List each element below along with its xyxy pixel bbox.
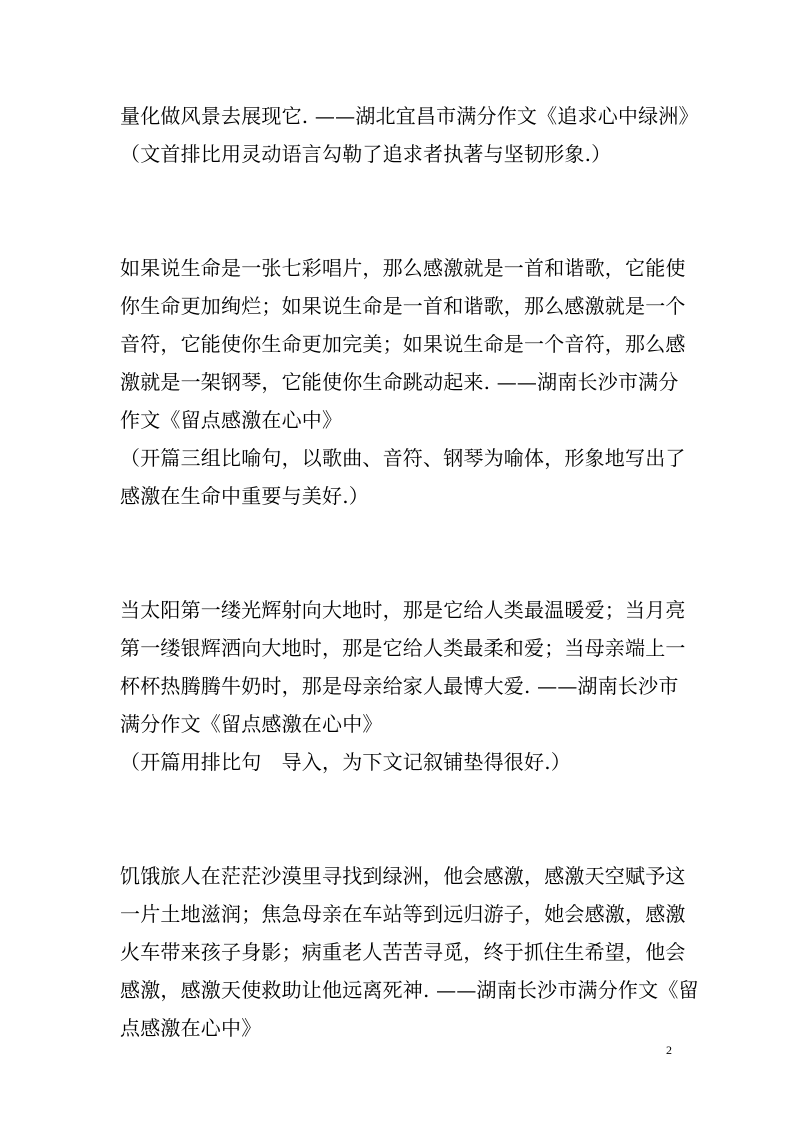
text-line: 火车带来孩子身影；病重老人苦苦寻觅，终于抓住生希望，他会 — [120, 940, 686, 964]
text-line: 作文《留点感激在心中》 — [120, 408, 343, 432]
paragraph — [120, 249, 686, 515]
text-line: 饥饿旅人在茫茫沙漠里寻找到绿洲，他会感激，感激天空赋予这 — [120, 864, 686, 888]
text-line: 一片土地滋润；焦急母亲在车站等到远归游子，她会感激，感激 — [120, 902, 686, 926]
paragraph — [120, 97, 699, 173]
page-number: 2 — [666, 1043, 672, 1057]
text-line: 激就是一架钢琴，它能使你生命跳动起来. ——湖南长沙市满分 — [120, 370, 679, 394]
paragraph — [120, 857, 699, 1047]
text-line: 杯杯热腾腾牛奶时，那是母亲给家人最博大爱. ——湖南长沙市 — [120, 674, 679, 698]
paragraph — [120, 591, 686, 781]
paragraph-spacer — [120, 781, 680, 819]
text-line: 你生命更加绚烂；如果说生命是一首和谐歌，那么感激就是一个 — [120, 294, 686, 318]
text-line: （开篇三组比喻句，以歌曲、音符、钢琴为喻体，形象地写出了 — [120, 446, 686, 470]
paragraph-spacer — [120, 553, 680, 591]
text-line: 量化做风景去展现它. ——湖北宜昌市满分作文《追求心中绿洲》 — [120, 104, 699, 128]
text-line: 当太阳第一缕光辉射向大地时，那是它给人类最温暖爱；当月亮 — [120, 598, 686, 622]
paragraph-spacer — [120, 819, 680, 857]
text-line: （文首排比用灵动语言勾勒了追求者执著与坚韧形象.） — [120, 142, 612, 166]
paragraph-spacer — [120, 515, 680, 553]
document-body — [120, 97, 699, 1047]
text-line: 满分作文《留点感激在心中》 — [120, 712, 383, 736]
text-line: 如果说生命是一张七彩唱片，那么感激就是一首和谐歌，它能使 — [120, 256, 686, 280]
text-line: 音符，它能使你生命更加完美；如果说生命是一个音符，那么感 — [120, 332, 686, 356]
text-line: 点感激在心中》 — [120, 1016, 262, 1040]
paragraph-spacer — [120, 211, 680, 249]
text-line: 感激在生命中重要与美好.） — [120, 484, 369, 508]
text-line: 感激，感激天使救助让他远离死神. ——湖南长沙市满分作文《留 — [120, 978, 699, 1002]
text-line: （开篇用排比句 导入，为下文记叙铺垫得很好.） — [120, 750, 571, 774]
paragraph-spacer — [120, 173, 680, 211]
text-line: 第一缕银辉洒向大地时，那是它给人类最柔和爱；当母亲端上一 — [120, 636, 686, 660]
